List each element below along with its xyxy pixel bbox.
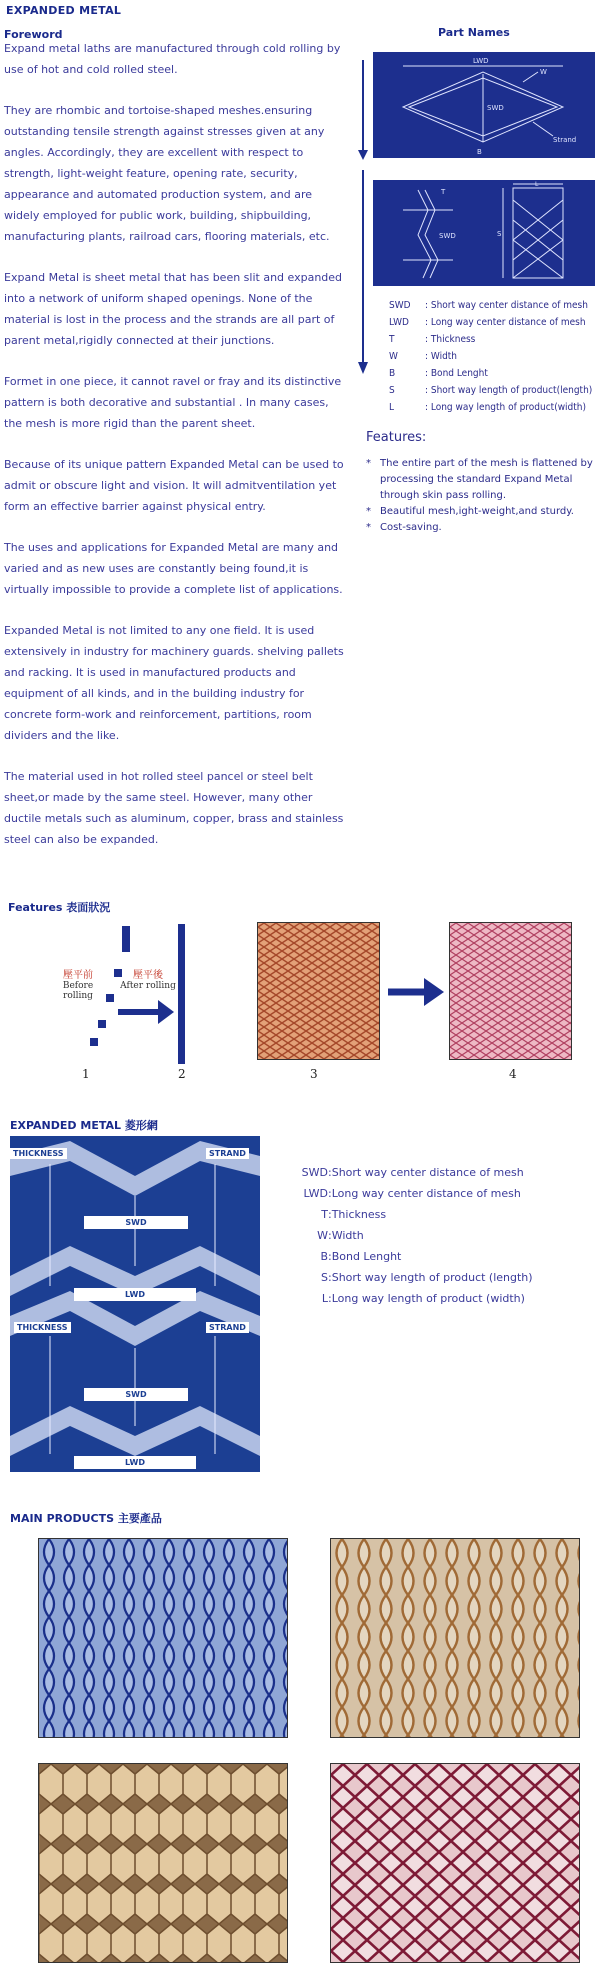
legend-text: : Long way length of product(width) — [425, 402, 587, 413]
bullet-icon: * — [366, 506, 371, 517]
mesh-closeup-photo — [10, 1136, 260, 1472]
legend-text: :Thickness — [328, 1208, 387, 1221]
legend-text: :Short way center distance of mesh — [328, 1166, 524, 1179]
legend-key: T — [321, 1208, 328, 1221]
legend-row — [272, 1208, 533, 1229]
feature-text: Cost-saving. — [380, 522, 442, 533]
step-number: 2 — [178, 1067, 186, 1081]
product-blue-mesh — [38, 1538, 288, 1738]
after-rolling-label — [120, 966, 176, 991]
product-bronze-mesh — [330, 1538, 580, 1738]
legend-key: T — [389, 334, 395, 345]
legend-key: B — [320, 1250, 328, 1263]
l-label: L — [535, 181, 539, 188]
foreword-body — [4, 38, 349, 870]
foreword-paragraph: Expanded Metal is not limited to any one field. It is used extensively in industry for machinery guards. shelving pallets and racking. It is used in manufactured products and equipment of all kinds, and in the building industry for concrete form-work and reinforcement, partitions, room dividers and the like. — [4, 624, 344, 742]
legend-row — [272, 1271, 533, 1292]
legend-key: LWD — [303, 1187, 328, 1200]
swd-tag-2: SWD — [84, 1388, 188, 1401]
part-names-legend — [389, 300, 592, 419]
legend-key: W — [317, 1229, 328, 1242]
feature-item — [366, 456, 596, 504]
step-number: 1 — [82, 1067, 90, 1081]
thickness-tag-2: THICKNESS — [14, 1322, 71, 1333]
legend-key: SWD — [301, 1166, 328, 1179]
t-label: T — [441, 188, 446, 196]
after-en: After rolling — [120, 981, 176, 991]
main-products-heading: MAIN PRODUCTS 主要產品 — [10, 1512, 162, 1525]
strand-tag-2: STRAND — [206, 1322, 249, 1333]
expanded-metal-legend — [272, 1166, 533, 1313]
legend-row — [389, 300, 592, 317]
page-title: EXPANDED METAL — [6, 4, 122, 17]
legend-text: : Long way center distance of mesh — [425, 317, 586, 328]
legend-row — [389, 351, 592, 368]
product-gold-mesh — [38, 1763, 288, 1963]
foreword-paragraph: Expand Metal is sheet metal that has been slit and expanded into a network of uniform shaped openings. None of the material is lost in the process and the strands are all part of parent metal,rigidly connected at their junctions. — [4, 271, 343, 347]
legend-key: S — [389, 385, 395, 396]
legend-row — [389, 402, 592, 419]
lwd-label: LWD — [473, 57, 489, 65]
legend-key: L — [321, 1292, 328, 1305]
foreword-paragraph: Formet in one piece, it cannot ravel or fray and its distinctive pattern is both decorative and substantial . In many cases, the mesh is more rigid than the parent sheet. — [4, 375, 342, 430]
surface-heading: Features 表面狀況 — [8, 901, 111, 914]
before-cn: 壓平前 — [63, 970, 93, 981]
swd-tag: SWD — [84, 1216, 188, 1229]
swd-label-2: SWD — [439, 232, 456, 240]
feature-text: Beautiful mesh,ight-weight,and sturdy. — [380, 506, 574, 517]
product-red-mesh — [330, 1763, 580, 1963]
foreword-paragraph: The material used in hot rolled steel pancel or steel belt sheet,or made by the same steel. However, many other ductile metals such as aluminum, copper, brass and stainless steel can also be expanded. — [4, 770, 344, 846]
mesh-sample-rolled — [449, 922, 572, 1060]
foreword-heading: Foreword — [4, 28, 63, 41]
arrow-down-icon — [356, 60, 370, 380]
strand-tag: STRAND — [206, 1148, 249, 1159]
legend-text: : Thickness — [425, 334, 476, 345]
feature-item — [366, 504, 596, 520]
mesh-sample-unrolled — [257, 922, 380, 1060]
legend-key: L — [389, 402, 395, 413]
lwd-tag-2: LWD — [74, 1456, 196, 1469]
legend-key: W — [389, 351, 398, 362]
legend-text: :Long way length of product (width) — [328, 1292, 525, 1305]
s-label: S — [497, 230, 502, 238]
before-rolling-label — [52, 966, 104, 1001]
part-names-title: Part Names — [438, 26, 510, 39]
legend-text: :Width — [328, 1229, 364, 1242]
legend-row — [389, 385, 592, 402]
foreword-paragraph: The uses and applications for Expanded Metal are many and varied and as new uses are constantly being found,it is virtually impossible to provide a complete list of applications. — [4, 541, 343, 596]
legend-text: :Short way length of product (length) — [328, 1271, 533, 1284]
legend-key: SWD — [389, 300, 411, 311]
bullet-icon: * — [366, 458, 371, 469]
mesh-part-diagram — [373, 52, 595, 158]
legend-text: :Bond Lenght — [328, 1250, 402, 1263]
feature-text: The entire part of the mesh is flattened by processing the standard Expand Metal through skin pass rolling. — [380, 458, 593, 501]
thickness-tag: THICKNESS — [10, 1148, 67, 1159]
foreword-paragraph: Expand metal laths are manufactured through cold rolling by use of hot and cold rolled steel. — [4, 42, 341, 76]
strand-label: Strand — [553, 136, 577, 144]
legend-row — [272, 1250, 533, 1271]
legend-row — [389, 334, 592, 351]
features-title: Features: — [366, 430, 427, 445]
after-cn: 壓平後 — [133, 970, 163, 981]
legend-key: LWD — [389, 317, 409, 328]
legend-text: : Short way length of product(length) — [425, 385, 593, 396]
legend-text: :Long way center distance of mesh — [328, 1187, 521, 1200]
expanded-metal-heading: EXPANDED METAL 菱形網 — [10, 1119, 158, 1132]
legend-text: : Bond Lenght — [425, 368, 488, 379]
features-list — [366, 456, 596, 536]
step-number: 3 — [310, 1067, 318, 1081]
swd-label: SWD — [487, 104, 504, 112]
feature-item — [366, 520, 596, 536]
mesh-closeup-illustration — [10, 1136, 260, 1472]
legend-row — [272, 1229, 533, 1250]
mesh-section-diagram — [373, 180, 595, 286]
mesh-diamond-diagram — [373, 52, 595, 158]
bullet-icon: * — [366, 522, 371, 533]
legend-text: : Width — [425, 351, 458, 362]
legend-key: B — [389, 368, 396, 379]
legend-row — [389, 317, 592, 334]
legend-row — [389, 368, 592, 385]
foreword-paragraph: Because of its unique pattern Expanded Metal can be used to admit or obscure light and vision. It will admitventilation yet form an effective barrier against physical entry. — [4, 458, 344, 513]
b-label: B — [477, 148, 482, 156]
legend-row — [272, 1187, 533, 1208]
legend-text: : Short way center distance of mesh — [425, 300, 588, 311]
w-label: W — [540, 68, 547, 76]
step-number: 4 — [509, 1067, 517, 1081]
legend-row — [272, 1292, 533, 1313]
before-en: Before rolling — [62, 981, 94, 1001]
legend-row — [272, 1166, 533, 1187]
lwd-tag: LWD — [74, 1288, 196, 1301]
foreword-paragraph: They are rhombic and tortoise-shaped meshes.ensuring outstanding tensile strength against stresses given at any angles. Accordingly, they are excellent with respect to strength, light-weight feature, opening rate, security, appearance and automated production system, and are widely employed for public work, building, shipbuilding, manufacturing plants, railroad cars, flooring materials, etc. — [4, 104, 330, 243]
mesh-thickness-diagram — [373, 180, 595, 286]
arrow-right-icon — [386, 975, 446, 1009]
legend-key: S — [321, 1271, 328, 1284]
